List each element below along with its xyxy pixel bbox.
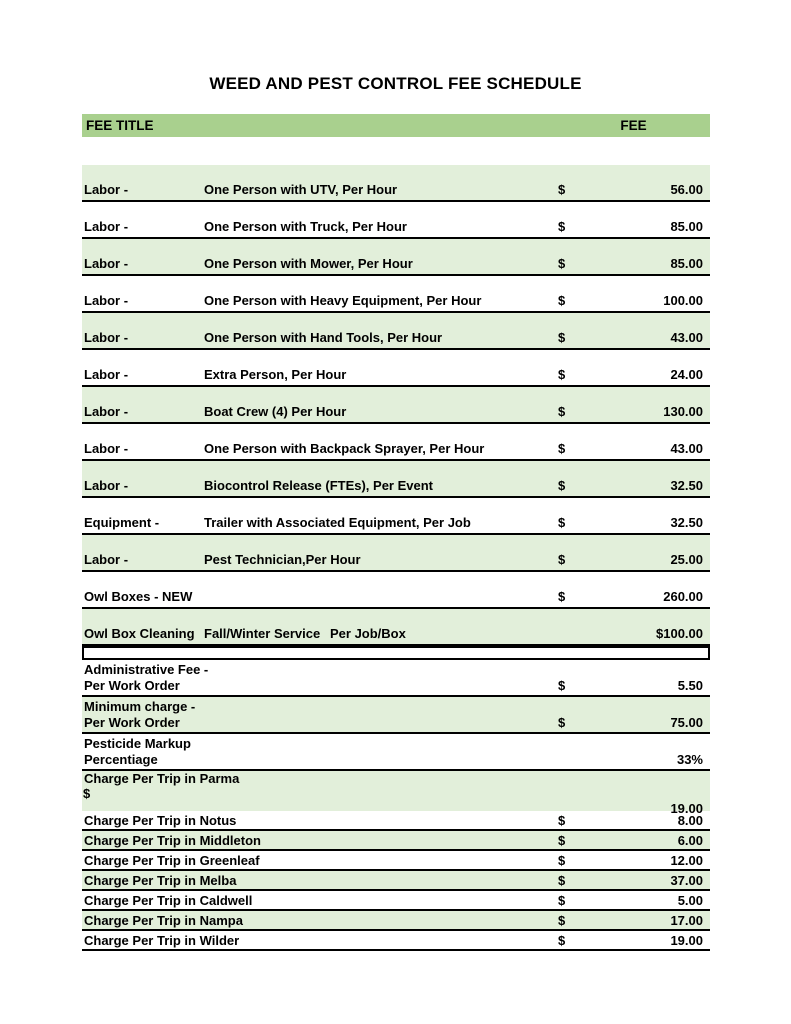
fee-amount: 260.00 — [663, 589, 703, 604]
row-subtitle: Percentiage — [84, 752, 158, 767]
fee-amount: 56.00 — [670, 182, 703, 197]
table-row — [82, 239, 710, 276]
row-category: Equipment - — [84, 515, 160, 530]
fee-amount: 75.00 — [670, 715, 703, 730]
row-subtitle: Per Work Order — [84, 715, 180, 730]
row-category: Labor - — [84, 404, 129, 419]
fee-amount: 37.00 — [670, 872, 703, 888]
row-category: Labor - — [84, 478, 129, 493]
row-category: Owl Boxes - NEW — [84, 589, 193, 604]
table-row — [82, 911, 710, 931]
fee-amount: 130.00 — [663, 404, 703, 419]
fee-amount: 43.00 — [670, 441, 703, 456]
table-row — [82, 609, 710, 646]
table-row — [82, 771, 710, 816]
fee-amount: 12.00 — [670, 852, 703, 868]
row-label: Charge Per Trip in Greenleaf — [84, 852, 260, 868]
currency-symbol: $ — [558, 441, 566, 456]
table-row — [82, 424, 710, 461]
row-label: Charge Per Trip in Caldwell — [84, 892, 253, 908]
row-category: Owl Box Cleaning — [84, 626, 195, 641]
row-category: Labor - — [84, 552, 129, 567]
fee-amount: 8.00 — [677, 812, 703, 828]
fee-title-column-header: FEE TITLE — [86, 118, 154, 133]
row-category: Labor - — [84, 367, 129, 382]
fee-amount: $100.00 — [656, 626, 703, 641]
row-description: One Person with Backpack Sprayer, Per Hour — [204, 441, 485, 456]
currency-symbol: $ — [558, 892, 566, 908]
currency-symbol: $ — [558, 182, 566, 197]
fee-amount: 32.50 — [670, 478, 703, 493]
table-row — [82, 350, 710, 387]
currency-symbol: $ — [558, 932, 566, 948]
row-label: Charge Per Trip in Melba — [84, 872, 237, 888]
row-label: Charge Per Trip in Notus — [84, 812, 237, 828]
row-description: One Person with UTV, Per Hour — [204, 182, 398, 197]
fee-amount: 85.00 — [670, 219, 703, 234]
row-subtitle: Per Work Order — [84, 678, 180, 693]
table-row — [82, 660, 710, 697]
fee-amount: 5.50 — [677, 678, 703, 693]
row-description: Fall/Winter Service — [204, 626, 321, 641]
currency-symbol: $ — [558, 872, 566, 888]
currency-symbol: $ — [558, 812, 566, 828]
currency-symbol: $ — [558, 219, 566, 234]
row-description: Biocontrol Release (FTEs), Per Event — [204, 478, 434, 493]
table-row — [82, 831, 710, 851]
row-description: Pest Technician,Per Hour — [204, 552, 361, 567]
row-label: Charge Per Trip in Wilder — [84, 932, 240, 948]
fee-amount: 5.00 — [677, 892, 703, 908]
table-header-row — [82, 114, 710, 137]
table-row — [82, 891, 710, 911]
table-row — [82, 461, 710, 498]
row-label: Charge Per Trip in Middleton — [84, 832, 261, 848]
row-description: Boat Crew (4) Per Hour — [204, 404, 347, 419]
fee-amount: 32.50 — [670, 515, 703, 530]
currency-symbol: $ — [558, 552, 566, 567]
fee-amount: 85.00 — [670, 256, 703, 271]
fee-amount: 43.00 — [670, 330, 703, 345]
table-row — [82, 851, 710, 871]
fee-table — [82, 114, 710, 951]
row-category: Labor - — [84, 330, 129, 345]
table-row — [82, 202, 710, 239]
row-detail-line — [82, 752, 710, 767]
row-description: One Person with Mower, Per Hour — [204, 256, 413, 271]
row-description: Extra Person, Per Hour — [204, 367, 347, 382]
row-title-line: Minimum charge - — [84, 699, 196, 714]
currency-symbol: $ — [558, 404, 566, 419]
currency-symbol: $ — [558, 678, 566, 693]
currency-symbol: $ — [558, 589, 566, 604]
row-category: Labor - — [84, 256, 129, 271]
row-category: Labor - — [84, 293, 129, 308]
page-title: WEED AND PEST CONTROL FEE SCHEDULE — [209, 74, 582, 93]
currency-symbol — [557, 752, 587, 767]
row-unit: Per Job/Box — [330, 626, 406, 641]
row-description: Trailer with Associated Equipment, Per Job — [204, 515, 471, 530]
table-row — [82, 313, 710, 350]
currency-symbol: $ — [558, 515, 566, 530]
header-spacer — [82, 137, 710, 165]
table-row — [82, 697, 710, 734]
row-category: Labor - — [84, 441, 129, 456]
row-title-line: Pesticide Markup — [84, 736, 191, 751]
fee-column-header: FEE — [620, 118, 647, 133]
currency-symbol: $ — [558, 478, 566, 493]
row-description: One Person with Hand Tools, Per Hour — [204, 330, 443, 345]
currency-symbol: $ — [558, 293, 566, 308]
row-label: Charge Per Trip in Nampa — [84, 912, 243, 928]
fee-amount: 19.00 — [670, 801, 703, 816]
fee-amount: 24.00 — [670, 367, 703, 382]
row-category: Labor - — [84, 219, 129, 234]
fee-amount: 17.00 — [670, 912, 703, 928]
fee-amount: 6.00 — [677, 832, 703, 848]
table-row — [82, 276, 710, 313]
table-row — [82, 811, 710, 831]
currency-symbol: $ — [558, 715, 566, 730]
row-category: Labor - — [84, 182, 129, 197]
currency-symbol: $ — [83, 786, 91, 801]
table-row — [82, 387, 710, 424]
table-row — [82, 535, 710, 572]
table-row — [82, 572, 710, 609]
table-row — [82, 931, 710, 951]
fee-amount: 19.00 — [670, 932, 703, 948]
currency-symbol: $ — [558, 852, 566, 868]
currency-symbol: $ — [558, 912, 566, 928]
row-description: One Person with Heavy Equipment, Per Hour — [204, 293, 482, 308]
fee-amount: 33% — [676, 752, 703, 767]
row-title-line: Administrative Fee - — [84, 662, 209, 677]
currency-symbol: $ — [558, 330, 566, 345]
row-label: Charge Per Trip in Parma — [84, 771, 240, 786]
currency-symbol: $ — [558, 256, 566, 271]
table-row — [82, 498, 710, 535]
row-detail-line — [82, 678, 710, 693]
fee-amount: 25.00 — [670, 552, 703, 567]
currency-symbol: $ — [558, 832, 566, 848]
currency-symbol: $ — [558, 367, 566, 382]
table-row — [82, 165, 710, 202]
row-detail-line — [82, 715, 710, 730]
table-body — [82, 165, 710, 951]
fee-amount: 100.00 — [663, 293, 703, 308]
table-row — [82, 871, 710, 891]
empty-boxed-row — [82, 646, 710, 660]
row-description: One Person with Truck, Per Hour — [204, 219, 407, 234]
table-row — [82, 734, 710, 771]
